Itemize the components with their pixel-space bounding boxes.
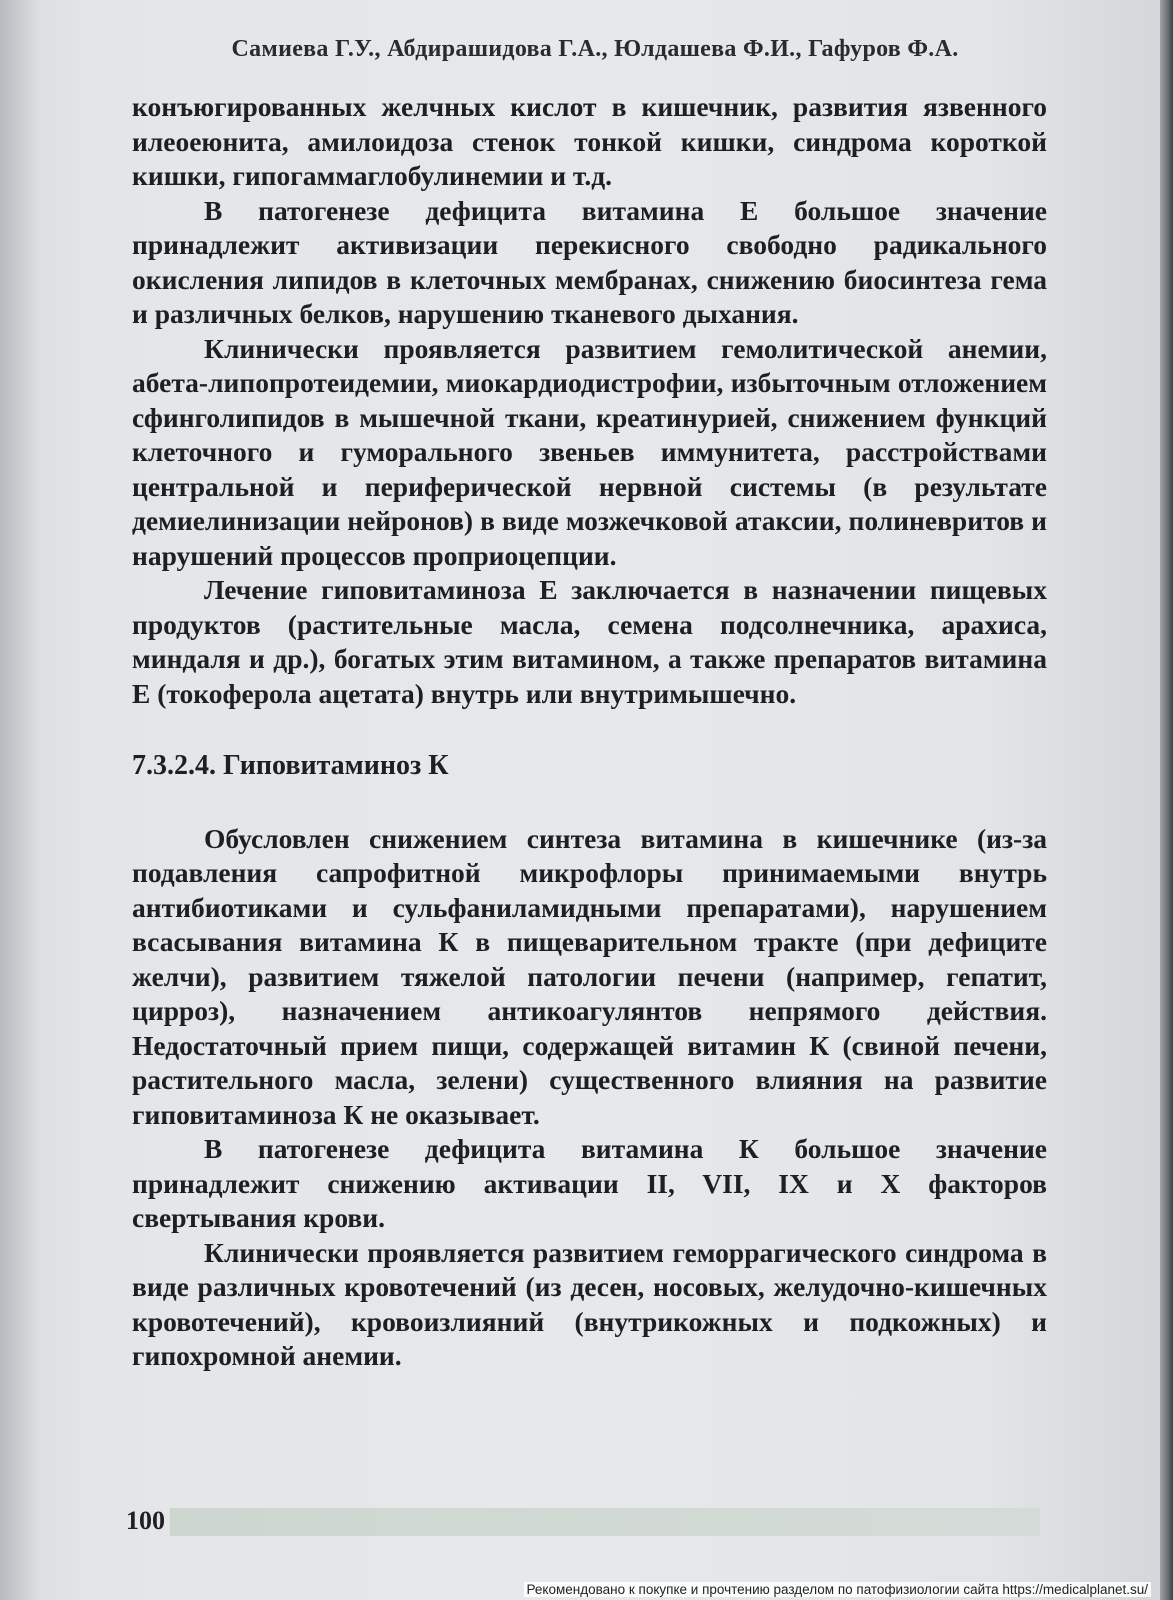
spine-shadow <box>0 0 40 1600</box>
paragraph-pathogenesis-k: В патогенезе дефицита витамина К большое значение принадлежит снижению активации II, VII, IX и X факторов свертывания крови. <box>132 1133 1047 1233</box>
footer-band <box>170 1508 1040 1536</box>
paragraph-continuation: конъюгированных желчных кислот в кишечник, развития язвенного илеоеюнита, амилоидоза стенок тонкой кишки, синдрома короткой кишки, гипогаммаглобулинемии и т.д. <box>132 91 1047 191</box>
watermark-text: Рекомендовано к покупке и прочтению разделом по патофизиологии сайта https://medicalplanet.su/ <box>524 1582 1151 1597</box>
paragraph-clinical-k: Клинически проявляется развитием геморрагического синдрома в виде различных кровотечений (из десен, носовых, желудочно-кишечных кровотечений), кровоизлияний (внутрикожных и подкожных) и гипохромной анемии. <box>132 1236 1047 1371</box>
paragraph-pathogenesis-e: В патогенезе дефицита витамина Е большое значение принадлежит активизации перекисного свободно радикального окисления липидов в клеточных мембранах, снижению биосинтеза гема и различных белков, нарушению тканевого дыхания. <box>132 194 1047 329</box>
running-header-authors: Самиева Г.У., Абдирашидова Г.А., Юлдашева Ф.И., Гафуров Ф.А. <box>231 36 959 62</box>
paragraph-causes-k: Обусловлен снижением синтеза витамина в кишечнике (из-за подавления сапрофитной микрофлоры принимаемыми внутрь антибиотиками и сульфаниламидными препаратами), нарушением всасывания витамина К в пищеварительном тракте (при дефиците желчи), развитием тяжелой патологии печени (например, гепатит, цирроз), назначением антикоагулянтов непрямого действия. Недостаточный прием пищи, содержащей витамин К (свиной печени, растительного масла, зелени) существенного влияния на развитие гиповитаминоза К не оказывает. <box>132 822 1047 1130</box>
paragraph-treatment-e: Лечение гиповитаминоза Е заключается в назначении пищевых продуктов (растительные масла, семена подсолнечника, арахиса, миндаля и др.), богатых этим витамином, а также препаратов витамина Е (токоферола ацетата) внутрь или внутримышечно. <box>132 574 1047 709</box>
section-title: 7.3.2.4. Гиповитаминоз К <box>132 750 449 781</box>
page-number: 100 <box>126 1506 165 1535</box>
page-edge <box>1160 0 1173 1600</box>
page-body <box>132 90 1047 1374</box>
paragraph-clinical-e: Клинически проявляется развитием гемолитической анемии, абета-липопротеидемии, миокардиодистрофии, избыточным отложением сфинголипидов в мышечной ткани, креатинурией, снижением функций клеточного и гуморального звеньев иммунитета, расстройствами центральной и периферической нервной системы (в результате демиелинизации нейронов) в виде мозжечковой атаксии, полиневритов и нарушений процессов проприоцепции. <box>132 332 1047 571</box>
